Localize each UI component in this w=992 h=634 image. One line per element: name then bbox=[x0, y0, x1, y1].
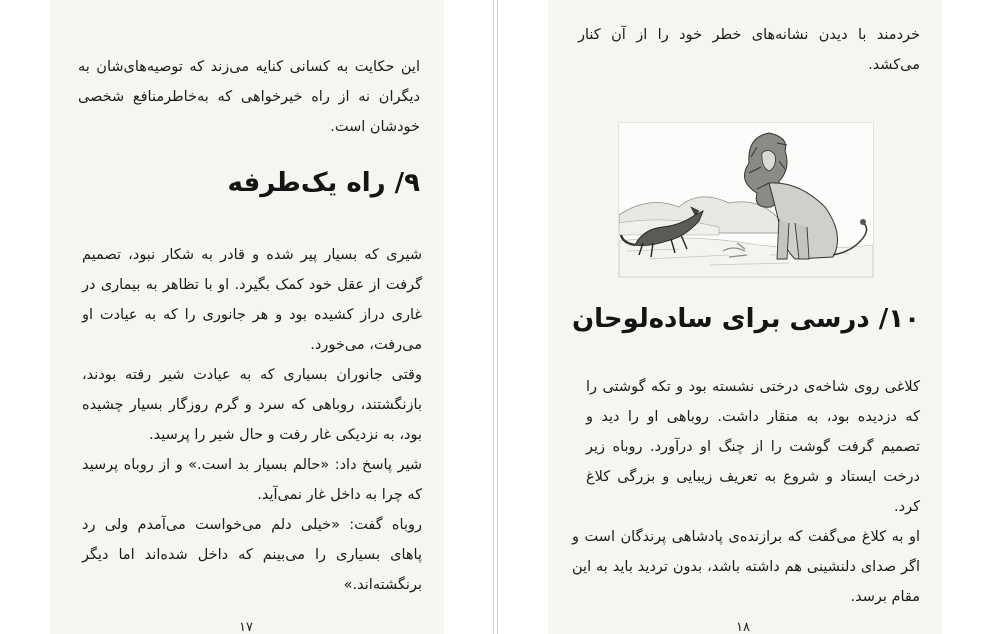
left-page-number: ۱۷ bbox=[239, 620, 253, 634]
right-paragraph-story-2: او به کلاغ می‌گفت که برازنده‌ی پادشاهی پرندگان است و اگر صدای دلنشینی هم داشته باشد، بدون تردید باید به این مقام برسد. bbox=[572, 529, 920, 605]
left-chapter-heading: ۹/ راه یک‌طرفه bbox=[227, 168, 420, 198]
right-chapter-heading: ۱۰/ درسی برای ساده‌لوحان bbox=[571, 304, 920, 334]
left-paragraph-story-4: روباه گفت: «خیلی دلم می‌خواست می‌آمدم ولی رد پاهای بسیاری را می‌بینم که داخل شده‌اند اما دیگر برنگشته‌اند.» bbox=[82, 517, 422, 593]
right-paragraph-story-1: کلاغی روی شاخه‌ی درختی نشسته بود و تکه گوشتی را که دزدیده بود، به منقار داشت. روباهی او را دید و تصمیم گرفت گوشت را از چنگ او درآورد. روباه زیر درخت ایستاد و شروع به تعریف زیبایی و بزرگی کلاغ کرد. bbox=[586, 379, 920, 515]
left-page bbox=[50, 0, 444, 634]
left-paragraph-story-2: وقتی جانوران بسیاری که به عیادت شیر رفته بودند، بازنگشتند، روباهی که سرد و گرم روزگار بسیار چشیده بود، به نزدیکی غار رفت و حال شیر را پرسید. bbox=[82, 367, 422, 443]
lion-and-fox-illustration bbox=[618, 122, 874, 278]
left-paragraph-story-3: شیر پاسخ داد: «حالم بسیار بد است.» و از روباه پرسید که چرا به داخل غار نمی‌آید. bbox=[82, 457, 422, 503]
lion-and-fox-illustration-drawing bbox=[619, 123, 873, 277]
right-page-number: ۱۸ bbox=[736, 620, 750, 634]
right-page bbox=[548, 0, 942, 634]
right-paragraph-moral: خردمند با دیدن نشانه‌های خطر خود را از آن کنار می‌کشد. bbox=[578, 27, 920, 73]
left-paragraph-story-1: شیری که بسیار پیر شده و قادر به شکار نبود، تصمیم گرفت از عقل خود کمک بگیرد. او با تظاهر به بیماری در غاری دراز کشیده بود و هر جانوری را که به عیادت او می‌رفت، می‌خورد. bbox=[82, 247, 422, 353]
left-paragraph-intro: این حکایت به کسانی کنایه می‌زند که توصیه‌های‌شان به دیگران نه از راه خیرخواهی که به‌خاطرمنافع شخصی خودشان است. bbox=[78, 59, 420, 135]
book-spine-divider bbox=[493, 0, 494, 634]
book-spine-divider bbox=[497, 0, 498, 634]
